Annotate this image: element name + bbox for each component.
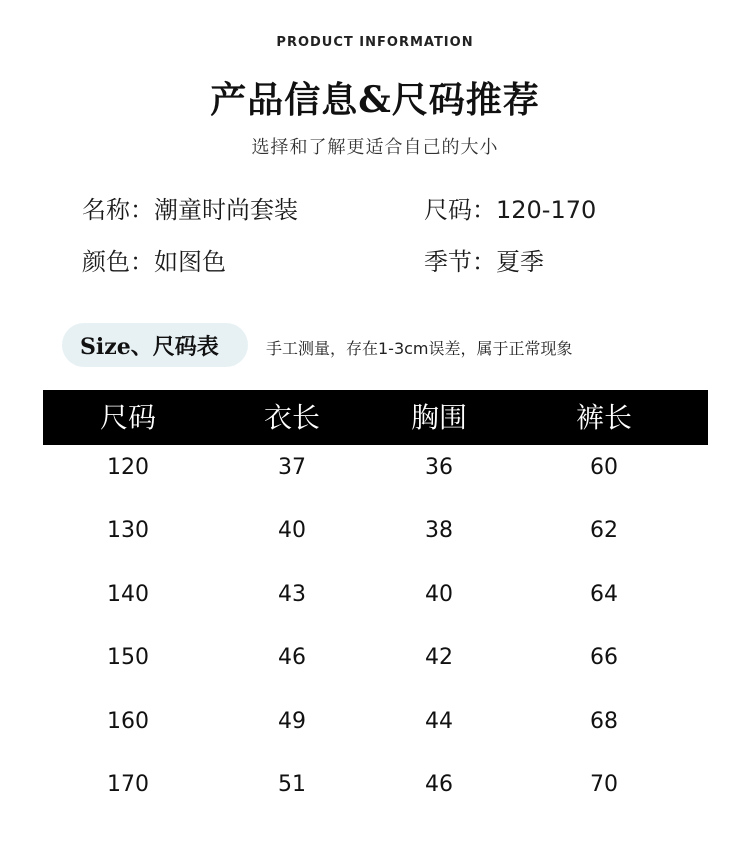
cell-size: 160	[107, 709, 149, 734]
cell-pants-length: 70	[590, 772, 618, 797]
cell-chest: 40	[425, 582, 453, 607]
cell-top-length: 40	[278, 518, 306, 543]
cell-top-length: 43	[278, 582, 306, 607]
cell-top-length: 37	[278, 455, 306, 480]
cell-top-length: 51	[278, 772, 306, 797]
measurement-note: 手工测量，存在1-3cm误差，属于正常现象	[266, 339, 573, 358]
info-season	[424, 242, 544, 277]
info-name-value: 潮童时尚套装	[154, 196, 298, 224]
cell-top-length: 46	[278, 645, 306, 670]
header-pants-length: 裤长	[575, 401, 633, 434]
cell-pants-length: 68	[590, 709, 618, 734]
info-color-value: 如图色	[154, 248, 226, 276]
header-size: 尺码	[99, 401, 157, 434]
cell-chest: 46	[425, 772, 453, 797]
eyebrow-heading: PRODUCT INFORMATION	[276, 35, 474, 50]
info-color	[82, 242, 226, 277]
info-color-label: 颜色：	[82, 248, 154, 276]
size-chart-label: Size、尺码表	[62, 323, 248, 367]
cell-size: 170	[107, 772, 149, 797]
header-top-length: 衣长	[263, 401, 321, 434]
cell-chest: 38	[425, 518, 453, 543]
page-subtitle: 选择和了解更适合自己的大小	[251, 137, 499, 158]
info-name	[82, 190, 298, 225]
cell-size: 130	[107, 518, 149, 543]
cell-size: 140	[107, 582, 149, 607]
cell-size: 150	[107, 645, 149, 670]
info-name-label: 名称：	[82, 196, 154, 224]
info-size-label: 尺码：	[424, 196, 496, 224]
cell-pants-length: 60	[590, 455, 618, 480]
cell-chest: 42	[425, 645, 453, 670]
cell-pants-length: 66	[590, 645, 618, 670]
cell-chest: 36	[425, 455, 453, 480]
size-table-header	[43, 390, 708, 445]
cell-pants-length: 64	[590, 582, 618, 607]
cell-pants-length: 62	[590, 518, 618, 543]
info-size	[424, 190, 596, 225]
page-title: 产品信息&尺码推荐	[210, 79, 540, 121]
info-season-label: 季节：	[424, 248, 496, 276]
info-season-value: 夏季	[496, 248, 544, 276]
info-size-value: 120-170	[496, 196, 597, 224]
header-chest: 胸围	[410, 401, 468, 434]
cell-size: 120	[107, 455, 149, 480]
cell-chest: 44	[425, 709, 453, 734]
cell-top-length: 49	[278, 709, 306, 734]
